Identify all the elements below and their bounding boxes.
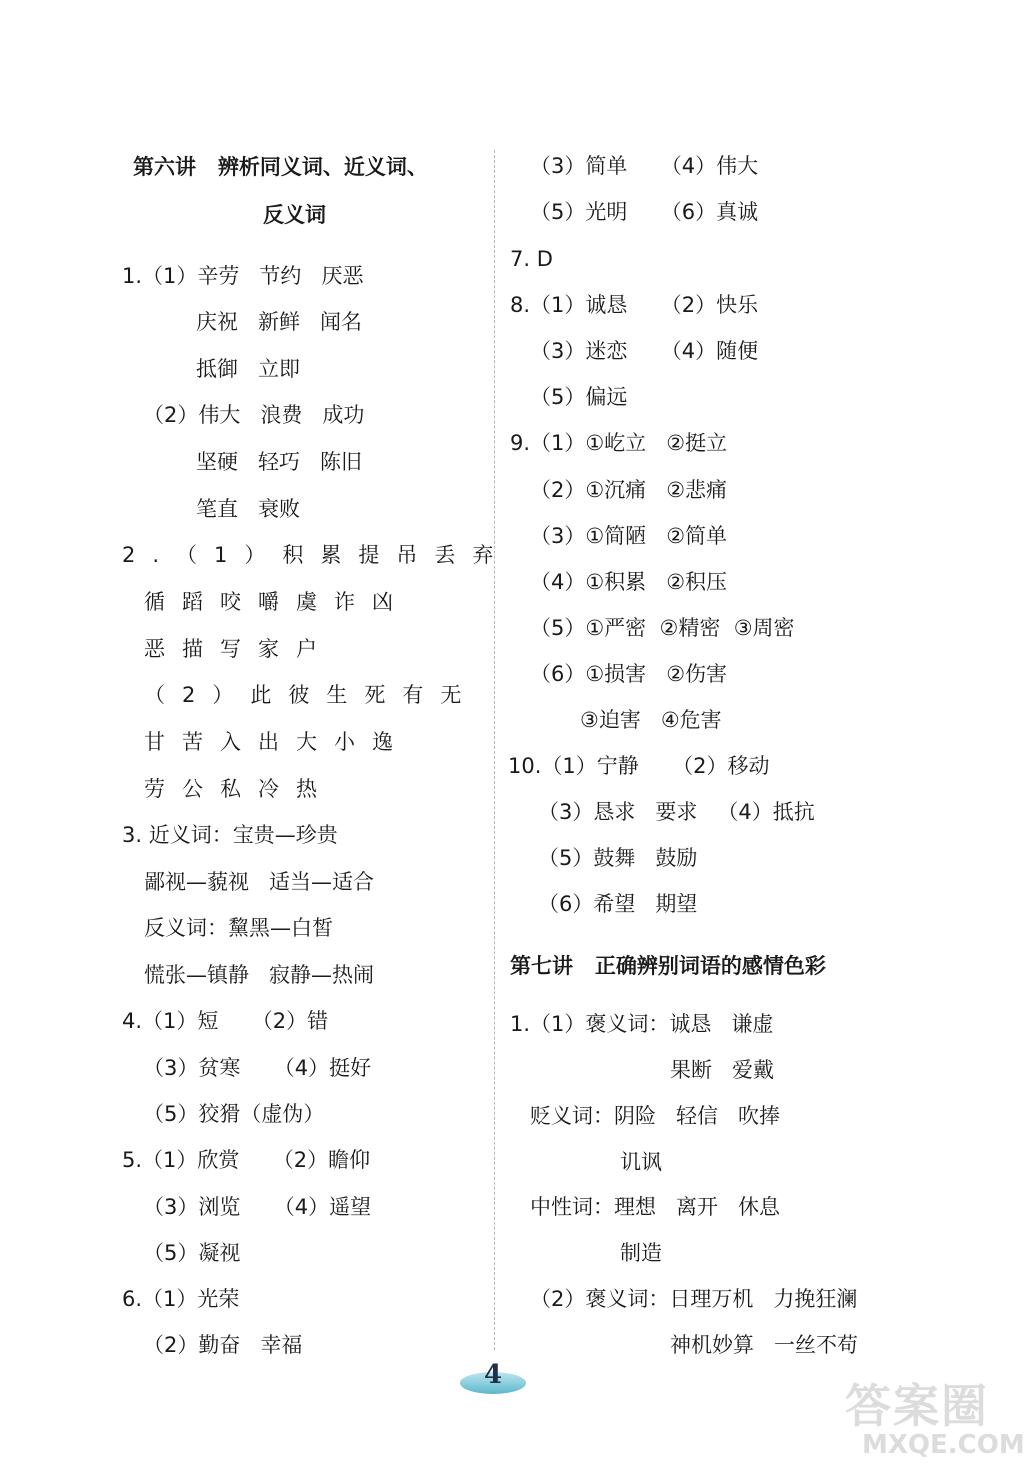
lecture-6-title-cont: 反义词 xyxy=(263,203,326,227)
answer-line: （3）①简陋 ②简单 xyxy=(530,524,728,548)
watermark-logo: 答案圈 xyxy=(845,1379,989,1433)
answer-line: 恶描写家户 xyxy=(144,637,334,661)
answer-line: （5）鼓舞 鼓励 xyxy=(538,846,698,870)
answer-line: （2）勤奋 幸福 xyxy=(143,1333,303,1357)
answer-line: 反义词：黧黑—白皙 xyxy=(144,916,333,940)
answer-line: （5）凝视 xyxy=(143,1241,241,1265)
answer-line: 制造 xyxy=(620,1241,662,1265)
answer-line: 5.（1）欣赏 （2）瞻仰 xyxy=(122,1148,371,1172)
answer-line: （3）迷恋 （4）随便 xyxy=(530,339,759,363)
answer-line: （3）简单 （4）伟大 xyxy=(530,154,759,178)
answer-line: （5）①严密 ②精密 ③周密 xyxy=(530,616,795,640)
answer-line: （2）①沉痛 ②悲痛 xyxy=(530,478,728,502)
answer-line: （3）浏览 （4）遥望 xyxy=(143,1195,372,1219)
lecture-7-title: 第七讲 正确辨别词语的感情色彩 xyxy=(510,954,826,978)
answer-line: 笔直 衰败 xyxy=(196,497,301,521)
watermark-url: MXQE.COM xyxy=(862,1430,1025,1460)
column-divider xyxy=(494,150,495,1350)
answer-line: ③迫害 ④危害 xyxy=(580,708,722,732)
answer-line: 庆祝 新鲜 闻名 xyxy=(196,310,363,334)
answer-line: （2）此彼生死有无 xyxy=(144,683,479,707)
answer-line: 中性词：理想 离开 休息 xyxy=(530,1195,781,1219)
answer-line: 坚硬 轻巧 陈旧 xyxy=(196,450,363,474)
answer-line: 果断 爱戴 xyxy=(670,1058,775,1082)
answer-line: 2.（1）积累提吊丢弃 xyxy=(122,543,511,567)
answer-line: （3）恳求 要求 （4）抵抗 xyxy=(538,800,815,824)
answer-line: 神机妙算 一丝不苟 xyxy=(670,1333,859,1357)
answer-line: 3. 近义词：宝贵—珍贵 xyxy=(122,823,338,847)
answer-line: 10.（1）宁静 （2）移动 xyxy=(508,754,770,778)
answer-line: 1.（1）辛劳 节约 厌恶 xyxy=(122,264,364,288)
answer-line: （6）①损害 ②伤害 xyxy=(530,662,728,686)
answer-line: 1.（1）褒义词：诚恳 谦虚 xyxy=(510,1012,774,1036)
answer-line: 讥讽 xyxy=(620,1150,662,1174)
answer-line: 6.（1）光荣 xyxy=(122,1287,240,1311)
answer-line: 甘苦入出大小逸 xyxy=(144,730,410,754)
lecture-6-title: 第六讲 辨析同义词、近义词、 xyxy=(133,155,428,179)
answer-line: （5）狡猾（虚伪） xyxy=(143,1102,325,1126)
answer-line: 循蹈咬嚼虞诈凶 xyxy=(144,590,410,614)
answer-line: 4.（1）短 （2）错 xyxy=(122,1009,329,1033)
answer-line: （2）伟大 浪费 成功 xyxy=(143,403,365,427)
answer-line: 贬义词：阴险 轻信 吹捧 xyxy=(530,1104,781,1128)
answer-line: （5）偏远 xyxy=(530,385,628,409)
answer-line: 抵御 立即 xyxy=(196,357,301,381)
answer-line: 7. D xyxy=(510,247,553,271)
answer-line: 鄙视—藐视 适当—适合 xyxy=(144,870,375,894)
answer-line: 慌张—镇静 寂静—热闹 xyxy=(144,963,375,987)
page-number: 4 xyxy=(483,1360,503,1390)
answer-line: 劳公私冷热 xyxy=(144,777,334,801)
answer-line: （2）褒义词：日理万机 力挽狂澜 xyxy=(530,1287,858,1311)
answer-line: （5）光明 （6）真诚 xyxy=(530,200,759,224)
answer-line: （6）希望 期望 xyxy=(538,892,698,916)
answer-line: 9.（1）①屹立 ②挺立 xyxy=(510,431,728,455)
answer-line: （3）贫寒 （4）挺好 xyxy=(143,1056,372,1080)
answer-line: （4）①积累 ②积压 xyxy=(530,570,728,594)
answer-line: 8.（1）诚恳 （2）快乐 xyxy=(510,293,759,317)
